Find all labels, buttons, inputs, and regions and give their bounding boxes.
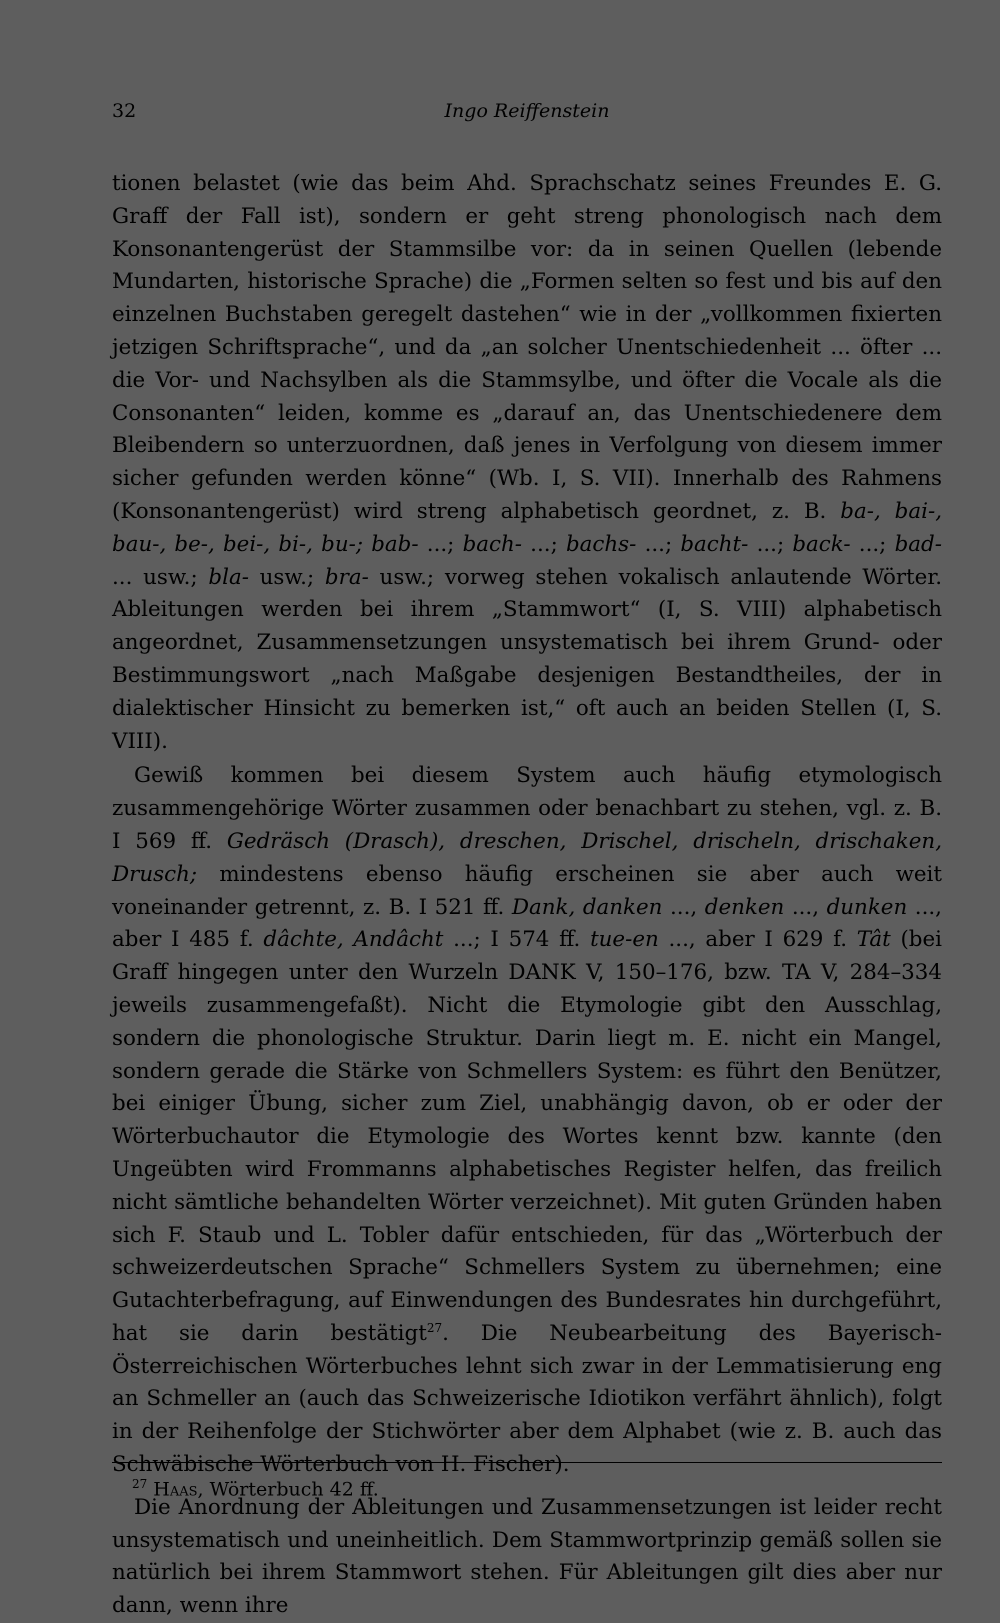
footnote-number: 27 — [132, 1477, 148, 1491]
paragraph — [112, 760, 942, 1482]
text-run: mindestens ebenso häufig erscheinen sie aber auch weit voneinander getrennt, z. B. I 521 ff. — [112, 861, 942, 920]
italic-term: bacht- — [680, 531, 749, 557]
italic-term: bach- — [462, 531, 522, 557]
italic-term: ba-, bai-, bau-, be-, bei-, bi-, bu-; bab- — [112, 498, 942, 557]
text-run: ..., aber I 485 f. — [112, 894, 942, 953]
page-number: 32 — [112, 100, 137, 122]
italic-term: dâchte, Andâcht — [263, 927, 444, 953]
running-head — [112, 100, 942, 130]
paragraph — [112, 168, 942, 758]
italic-term: back- — [792, 531, 851, 557]
body-text — [112, 168, 942, 1623]
footnote-text: , Wörterbuch 42 ff. — [197, 1478, 379, 1501]
italic-term: bachs- — [565, 531, 637, 557]
text-run: ...; — [748, 531, 793, 557]
text-run: usw.; vorweg stehen vokalisch anlautende Wörter. Ableitungen werden bei ihrem „Stammwort“ (I, S. VIII) alphabetisch angeordnet, Zusammensetzungen unsystematisch bei ihrem Grund- oder Bestimmungswort „nach Maßgabe desjenigen Bestandtheiles, der in dialektischer Hinsicht zu bemerken ist,“ oft auch an beiden Stellen (I, S. VIII). — [112, 564, 942, 754]
text-run: (bei Graff hingegen unter den Wurzeln DANK V, 150–176, bzw. TA V, 284–334 jeweils zusammengefaßt). Nicht die Etymologie gibt den Ausschlag, sondern die phonologische Struktur. Darin liegt m. E. nicht ein Mangel, sondern gerade die Stärke von Schmellers System: es führt den Benützer, bei einiger Übung, sicher zum Ziel, unabhängig davon, ob er oder der Wörterbuchautor die Etymologie des Wortes kennt bzw. kannte (den Ungeübten wird Frommanns alphabetisches Register helfen, das freilich nicht sämtliche behandelten Wörter verzeichnet). Mit guten Gründen haben sich F. Staub und L. Tobler dafür entschieden, für das „Wörterbuch der schweizerdeutschen Sprache“ Schmellers System zu übernehmen; eine Gutachterbefragung, auf Einwendungen des Bundesrates hin durchgeführt, hat sie darin bestätigt — [112, 927, 942, 1346]
text-run: ... usw.; — [112, 564, 209, 590]
paragraph — [112, 1492, 942, 1623]
italic-term: denken — [704, 894, 785, 920]
text-run: Gewiß kommen bei diesem System auch häufig etymologisch zusammengehörige Wörter zusammen oder benachbart zu stehen, vgl. z. B. I 569 ff. — [112, 763, 942, 854]
italic-term: bra- — [324, 564, 369, 590]
italic-term: dunken — [826, 894, 908, 920]
text-run: ...; — [418, 531, 463, 557]
text-run: ..., — [784, 894, 827, 920]
italic-term: Tât — [856, 927, 891, 953]
text-run: ...; — [850, 531, 895, 557]
footnote-divider — [112, 1462, 942, 1463]
italic-term: bad- — [894, 531, 942, 557]
text-run: ...; — [522, 531, 566, 557]
italic-term: tue-en — [590, 927, 659, 953]
italic-term: bla- — [208, 564, 249, 590]
italic-term: Dank, danken — [511, 894, 663, 920]
footnote — [112, 1470, 942, 1503]
text-run: ...; I 574 ff. — [443, 927, 591, 953]
text-run: Die Anordnung der Ableitungen und Zusammensetzungen ist leider recht unsystematisch und uneinheitlich. Dem Stammwortprinzip gemäß sollen sie natürlich bei ihrem Stammwort stehen. Für Ableitungen gilt dies aber nur dann, wenn ihre — [112, 1494, 942, 1619]
text-run: ..., — [662, 894, 705, 920]
text-run: . Die Neubearbeitung des Bayerisch-Österreichischen Wörterbuches lehnt sich zwar in der Lemmatisierung eng an Schmeller an (auch das Schweizerische Idiotikon verfährt ähnlich), folgt in der Reihenfolge der Stichwörter aber dem Alphabet (wie z. B. auch das Schwäbische Wörterbuch von H. Fischer). — [112, 1320, 942, 1478]
italic-term: Gedräsch (Drasch), dreschen, Drischel, drischeln, drischaken, Drusch; — [112, 828, 942, 887]
text-run: usw.; — [248, 564, 325, 590]
footnote-reference: 27 — [426, 1320, 443, 1335]
header-title: Ingo Reiffenstein — [444, 100, 610, 122]
text-run: ..., aber I 629 f. — [658, 927, 857, 953]
text-run: ...; — [636, 531, 681, 557]
text-run: tionen belastet (wie das beim Ahd. Sprachschatz seines Freundes E. G. Graff der Fall ist), sondern er geht streng phonologisch nach dem Konsonantengerüst der Stammsilbe vor: da in seinen Quellen (lebende Mundarten, historische Sprache) die „Formen selten so fest und bis auf den einzelnen Buchstaben geregelt dastehen“ wie in der „vollkommen fixierten jetzigen Schriftsprache“, und da „an solcher Unentschiedenheit ... öfter ... die Vor- und Nachsylben als die Stammsylbe, und öfter die Vocale als die Consonanten“ leiden, komme es „darauf an, das Unentschiedenere dem Bleibendern so unterzuordnen, daß jenes in Verfolgung von diesem immer sicher gefunden werden könne“ (Wb. I, S. VII). Innerhalb des Rahmens (Konsonantengerüst) wird streng alphabetisch geordnet, z. B. — [112, 171, 942, 524]
footnote-author: Haas — [153, 1478, 198, 1501]
